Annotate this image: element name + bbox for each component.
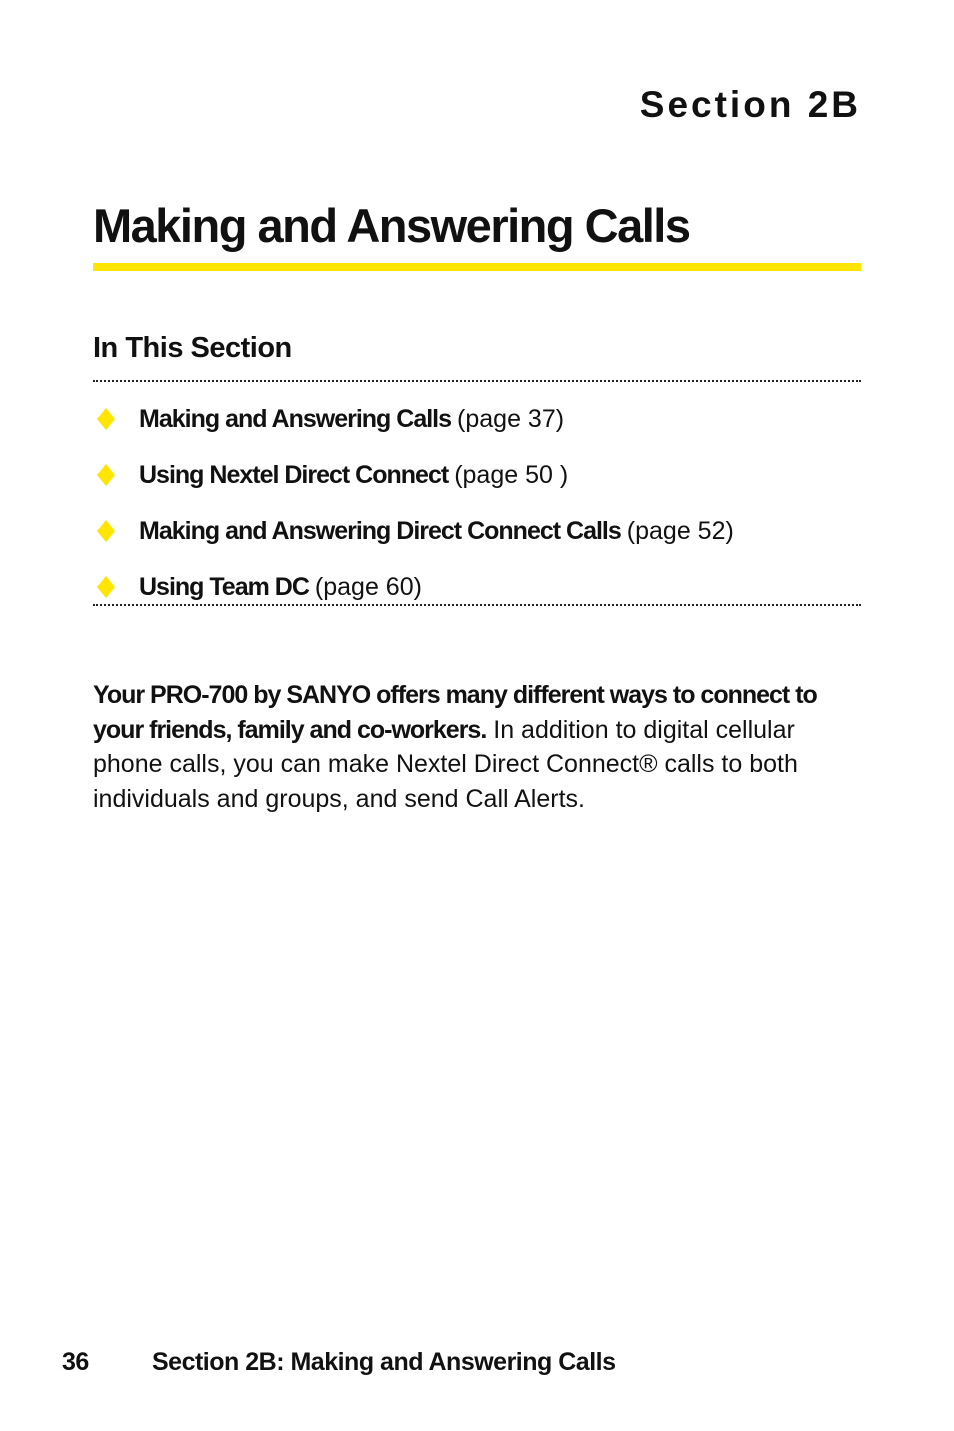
diamond-bullet-icon	[93, 520, 139, 542]
diamond-bullet-icon	[93, 464, 139, 486]
title-underline	[93, 263, 861, 271]
running-title: Section 2B: Making and Answering Calls	[152, 1348, 616, 1376]
toc-item-title: Making and Answering Calls	[139, 404, 452, 433]
toc-item-page: (page 50 )	[454, 460, 569, 489]
toc-item[interactable]	[93, 447, 861, 503]
toc-item-title: Making and Answering Direct Connect Calls	[139, 516, 621, 545]
toc-item-page: (page 60)	[314, 572, 422, 601]
toc-item-title: Using Nextel Direct Connect	[139, 460, 449, 489]
intro-body: In addition to digital cellular phone calls, you can make Nextel Direct Connect® calls to both individuals and groups, and send Call Alerts.	[93, 715, 798, 813]
intro-lead: Your PRO-700 by SANYO offers many different ways to connect to your friends, family and co-workers.	[93, 681, 817, 744]
section-label: Section 2B	[639, 84, 861, 125]
toc-item-page: (page 37)	[457, 404, 565, 433]
toc-bottom-divider	[93, 604, 861, 606]
toc-item-title: Using Team DC	[139, 572, 309, 601]
diamond-bullet-icon	[93, 408, 139, 430]
toc-top-divider	[93, 380, 861, 382]
page-number: 36	[62, 1348, 89, 1376]
toc-item[interactable]	[93, 503, 861, 559]
toc-item-page: (page 52)	[626, 516, 734, 545]
toc-item[interactable]	[93, 391, 861, 447]
toc-heading: In This Section	[93, 332, 292, 364]
toc-item[interactable]	[93, 559, 861, 615]
diamond-bullet-icon	[93, 576, 139, 598]
page-title: Making and Answering Calls	[93, 199, 690, 252]
intro-paragraph	[93, 678, 833, 816]
toc-list	[93, 391, 861, 615]
page-footer	[62, 1350, 616, 1375]
